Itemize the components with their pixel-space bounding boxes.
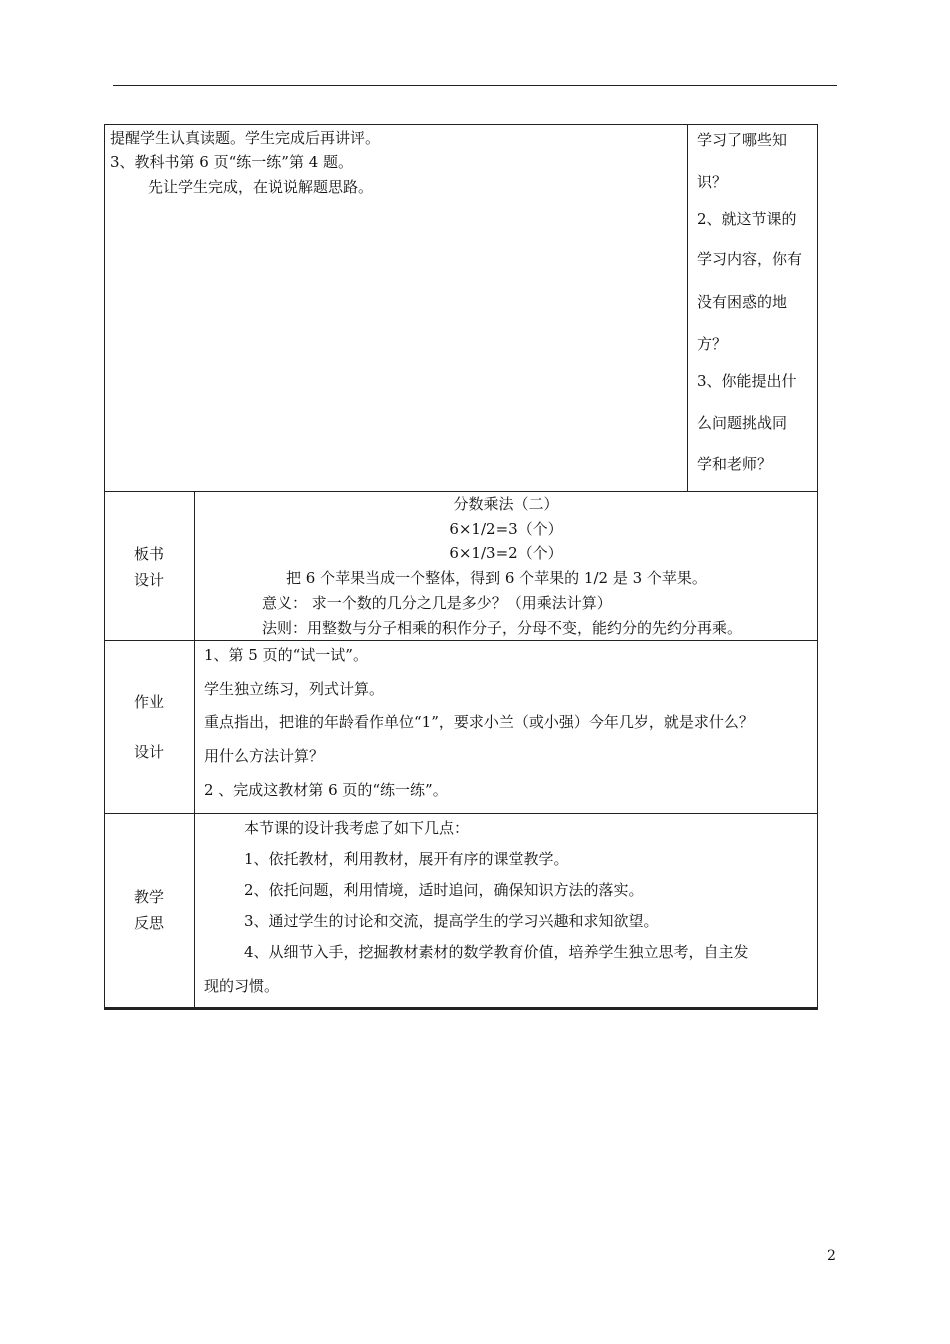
row-divider-1	[104, 491, 818, 492]
blackboard-explanation: 把 6 个苹果当成一个整体，得到 6 个苹果的 1/2 是 3 个苹果。	[286, 569, 707, 587]
homework-label-2: 设计	[133, 743, 164, 761]
blackboard-label-1: 板书	[133, 545, 164, 563]
side-column-divider	[687, 124, 688, 491]
top-line-2: 3、教科书第 6 页“练一练”第 4 题。	[110, 153, 354, 171]
blackboard-label-2: 设计	[133, 571, 164, 589]
homework-line-3: 重点指出，把谁的年龄看作单位“1”，要求小兰（或小强）今年几岁，就是求什么？	[204, 713, 754, 731]
blackboard-equation-1: 6×1/2=3（个）	[449, 520, 563, 538]
blackboard-rule: 法则：用整数与分子相乘的积作分子，分母不变，能约分的先约分再乘。	[262, 619, 743, 637]
row-divider-2	[104, 640, 818, 641]
reflection-line-2: 1、依托教材，利用教材，展开有序的课堂教学。	[244, 850, 569, 868]
reflection-line-6: 现的习惯。	[204, 977, 280, 995]
reflection-label-1: 教学	[133, 888, 164, 906]
reflection-line-4: 3、通过学生的讨论和交流，提高学生的学习兴趣和求知欲望。	[244, 912, 659, 930]
blackboard-meaning: 意义： 求一个数的几分之几是多少？（用乘法计算）	[262, 594, 612, 612]
homework-line-1: 1、第 5 页的“试一试”。	[204, 646, 368, 664]
lesson-plan-table	[104, 124, 818, 1010]
side-line-4: 学习内容，你有	[697, 250, 803, 268]
side-line-8: 么问题挑战同	[697, 414, 788, 432]
page-number: 2	[827, 1248, 836, 1264]
side-line-6: 方？	[697, 335, 728, 353]
table-bottom-border	[104, 1007, 818, 1010]
row-divider-3	[104, 813, 818, 814]
blackboard-equation-2: 6×1/3=2（个）	[449, 544, 563, 562]
top-line-3: 先让学生完成，在说说解题思路。	[148, 178, 374, 196]
side-line-1: 学习了哪些知	[697, 131, 788, 149]
homework-line-4: 用什么方法计算？	[204, 747, 325, 765]
side-line-9: 学和老师？	[697, 455, 773, 473]
blackboard-title: 分数乘法（二）	[453, 495, 559, 513]
side-line-2: 识？	[697, 173, 728, 191]
side-line-3: 2、就这节课的	[697, 210, 797, 228]
top-line-1: 提醒学生认真读题。学生完成后再讲评。	[110, 129, 381, 147]
side-line-7: 3、你能提出什	[697, 372, 797, 390]
homework-line-2: 学生独立练习，列式计算。	[204, 680, 385, 698]
homework-label-1: 作业	[133, 693, 164, 711]
header-rule	[113, 85, 837, 86]
label-column-divider	[194, 491, 195, 1008]
reflection-label-2: 反思	[133, 914, 164, 932]
reflection-line-5: 4、从细节入手，挖掘教材素材的数学教育价值，培养学生独立思考，自主发	[244, 943, 749, 961]
homework-line-5: 2 、完成这教材第 6 页的“练一练”。	[204, 781, 448, 799]
reflection-line-1: 本节课的设计我考虑了如下几点：	[244, 819, 470, 837]
reflection-line-3: 2、依托问题，利用情境，适时追问，确保知识方法的落实。	[244, 881, 644, 899]
side-line-5: 没有困惑的地	[697, 293, 788, 311]
